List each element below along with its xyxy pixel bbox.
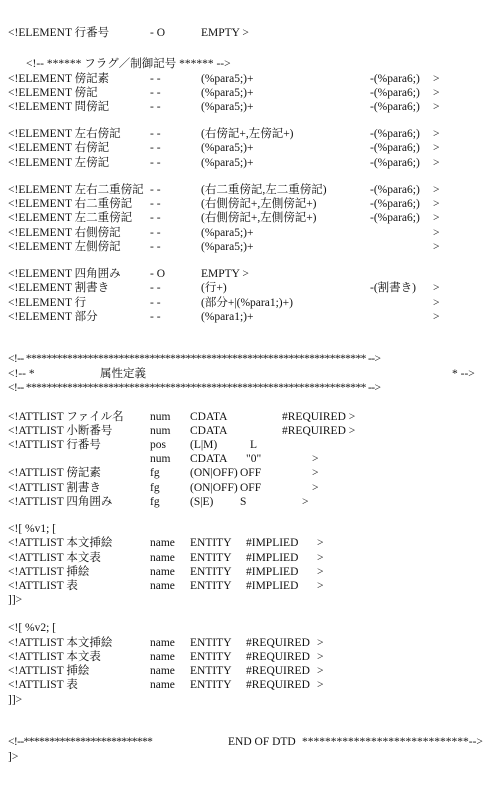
- dtd-line: [0, 26, 500, 40]
- dtd-token: >: [433, 297, 440, 309]
- dtd-token: name: [150, 566, 175, 578]
- dtd-token: <!ATTLIST 小断番号: [8, 425, 113, 437]
- dtd-token: >: [302, 496, 309, 508]
- dtd-token: >: [312, 453, 319, 465]
- dtd-token: <!ELEMENT 傍記: [8, 87, 98, 99]
- dtd-token: - -: [150, 297, 161, 309]
- dtd-token: (%para5;)+: [201, 101, 254, 113]
- dtd-token: >: [317, 679, 324, 691]
- dtd-token: <!ATTLIST ファイル名: [8, 411, 124, 423]
- dtd-token: OFF: [240, 482, 262, 494]
- dtd-token: <!ELEMENT 左右二重傍記: [8, 184, 144, 196]
- dtd-token: <!ELEMENT 行: [8, 297, 87, 309]
- dtd-token: ]]>: [8, 594, 23, 606]
- dtd-token: >: [317, 566, 324, 578]
- dtd-token: >: [433, 227, 440, 239]
- dtd-token: CDATA: [190, 425, 228, 437]
- dtd-token: <!ELEMENT 割書き: [8, 282, 110, 294]
- dtd-token: <!ATTLIST 挿絵: [8, 566, 90, 578]
- dtd-token: >: [317, 552, 324, 564]
- dtd-token: >: [433, 73, 440, 85]
- dtd-token: -(%para6;): [370, 87, 420, 99]
- dtd-token: <!ATTLIST 割書き: [8, 482, 101, 494]
- dtd-token: EMPTY >: [201, 27, 249, 39]
- dtd-token: >: [317, 537, 324, 549]
- dtd-token: <!ATTLIST 表: [8, 580, 78, 592]
- dtd-line: [0, 536, 500, 550]
- dtd-token: - -: [150, 212, 161, 224]
- dtd-token: (右側傍記+,左側傍記+): [201, 212, 317, 224]
- dtd-line: [0, 522, 500, 536]
- dtd-token: #REQUIRED: [246, 637, 310, 649]
- dtd-token: <!ATTLIST 四角囲み: [8, 496, 113, 508]
- dtd-token: >: [433, 311, 440, 323]
- dtd-token: (%para5;)+: [201, 227, 254, 239]
- dtd-token: <!ATTLIST 行番号: [8, 439, 101, 451]
- dtd-line: [0, 156, 500, 170]
- dtd-line: [0, 310, 500, 324]
- dtd-token: >: [317, 637, 324, 649]
- dtd-token: (ON|OFF): [190, 467, 238, 479]
- dtd-line: [0, 693, 500, 707]
- dtd-token: S: [240, 496, 247, 508]
- dtd-token: EMPTY >: [201, 268, 249, 280]
- dtd-token: (%para1;)+: [201, 311, 254, 323]
- dtd-token: <![ %v1; [: [8, 523, 56, 535]
- dtd-token: - -: [150, 227, 161, 239]
- dtd-line: [0, 352, 500, 366]
- dtd-token: name: [150, 665, 175, 677]
- dtd-line: [0, 211, 500, 225]
- dtd-token: <!ELEMENT 部分: [8, 311, 98, 323]
- dtd-token: >: [433, 184, 440, 196]
- dtd-token: (S|E): [190, 496, 214, 508]
- dtd-token: #REQUIRED >: [282, 425, 356, 437]
- dtd-token: END OF DTD: [228, 736, 296, 748]
- dtd-token: (%para5;)+: [201, 87, 254, 99]
- dtd-line: [0, 86, 500, 100]
- dtd-token: - -: [150, 101, 161, 113]
- dtd-token: name: [150, 580, 175, 592]
- dtd-line: [0, 664, 500, 678]
- dtd-line: [0, 678, 500, 692]
- dtd-token: ENTITY: [190, 665, 232, 677]
- dtd-token: num: [150, 425, 171, 437]
- dtd-token: <!ELEMENT 行番号: [8, 27, 110, 39]
- dtd-token: (右傍記+,左傍記+): [201, 128, 294, 140]
- dtd-token: ENTITY: [190, 580, 232, 592]
- dtd-token: <!--*************************: [8, 736, 153, 748]
- dtd-token: >: [317, 651, 324, 663]
- dtd-token: (右二重傍記,左二重傍記): [201, 184, 327, 196]
- dtd-token: <!ELEMENT 問傍記: [8, 101, 110, 113]
- dtd-token: (右側傍記+,左側傍記+): [201, 198, 317, 210]
- dtd-token: - -: [150, 157, 161, 169]
- dtd-line: [0, 481, 500, 495]
- dtd-token: CDATA: [190, 453, 228, 465]
- dtd-token: L: [250, 439, 258, 451]
- dtd-token: <!ATTLIST 傍記素: [8, 467, 101, 479]
- dtd-token: fg: [150, 482, 160, 494]
- dtd-token: >: [312, 467, 319, 479]
- dtd-token: >: [317, 665, 324, 677]
- dtd-line: [0, 183, 500, 197]
- dtd-token: <!ELEMENT 右傍記: [8, 142, 110, 154]
- dtd-token: num: [150, 453, 171, 465]
- dtd-token: ]>: [8, 751, 19, 763]
- dtd-token: fg: [150, 496, 160, 508]
- dtd-token: OFF: [240, 467, 262, 479]
- dtd-token: num: [150, 411, 171, 423]
- dtd-token: <!-- ****************************************************************** -->: [8, 353, 381, 365]
- dtd-token: ENTITY: [190, 566, 232, 578]
- dtd-token: <!ATTLIST 本文表: [8, 651, 101, 663]
- dtd-token: (L|M): [190, 439, 218, 451]
- dtd-line: [0, 466, 500, 480]
- dtd-token: -(%para6;): [370, 142, 420, 154]
- dtd-line: [0, 267, 500, 281]
- dtd-line: [0, 281, 500, 295]
- dtd-token: #REQUIRED: [246, 651, 310, 663]
- dtd-token: name: [150, 651, 175, 663]
- dtd-line: [0, 565, 500, 579]
- dtd-line: [0, 551, 500, 565]
- dtd-line: [0, 593, 500, 607]
- dtd-line: [0, 410, 500, 424]
- dtd-token: -(割書き): [370, 282, 416, 294]
- dtd-token: CDATA: [190, 411, 228, 423]
- dtd-token: ENTITY: [190, 651, 232, 663]
- dtd-token: - -: [150, 87, 161, 99]
- dtd-token: <!ELEMENT 左右傍記: [8, 128, 121, 140]
- dtd-token: - -: [150, 241, 161, 253]
- dtd-token: - -: [150, 311, 161, 323]
- dtd-token: - -: [150, 142, 161, 154]
- dtd-token: ENTITY: [190, 552, 232, 564]
- dtd-token: -(%para6;): [370, 198, 420, 210]
- dtd-line: [0, 452, 500, 466]
- dtd-token: >: [433, 282, 440, 294]
- dtd-token: <!ELEMENT 右側傍記: [8, 227, 121, 239]
- dtd-token: <!ELEMENT 左二重傍記: [8, 212, 133, 224]
- dtd-token: - -: [150, 184, 161, 196]
- dtd-token: >: [433, 87, 440, 99]
- dtd-token: >: [433, 101, 440, 113]
- dtd-token: name: [150, 552, 175, 564]
- dtd-line: [0, 240, 500, 254]
- dtd-token: 属性定義: [100, 368, 146, 380]
- dtd-token: -(%para6;): [370, 101, 420, 113]
- dtd-token: >: [312, 482, 319, 494]
- dtd-token: #REQUIRED: [246, 679, 310, 691]
- dtd-token: -(%para6;): [370, 157, 420, 169]
- dtd-line: [0, 636, 500, 650]
- dtd-token: (部分+|(%para1;)+): [201, 297, 293, 309]
- dtd-token: >: [433, 142, 440, 154]
- dtd-token: #IMPLIED: [246, 537, 299, 549]
- dtd-token: pos: [150, 439, 166, 451]
- dtd-token: #IMPLIED: [246, 552, 299, 564]
- dtd-token: >: [317, 580, 324, 592]
- dtd-token: (ON|OFF): [190, 482, 238, 494]
- dtd-token: <!-- *: [8, 368, 35, 380]
- dtd-line: [0, 72, 500, 86]
- dtd-token: name: [150, 637, 175, 649]
- dtd-line: [0, 100, 500, 114]
- dtd-line: [0, 127, 500, 141]
- dtd-token: <!ATTLIST 表: [8, 679, 78, 691]
- dtd-token: <![ %v2; [: [8, 622, 56, 634]
- dtd-line: [0, 438, 500, 452]
- dtd-token: (%para5;)+: [201, 157, 254, 169]
- dtd-token: #REQUIRED >: [282, 411, 356, 423]
- dtd-line: [0, 197, 500, 211]
- dtd-token: ENTITY: [190, 679, 232, 691]
- dtd-line: [0, 296, 500, 310]
- dtd-line: [0, 381, 500, 395]
- dtd-token: - -: [150, 128, 161, 140]
- dtd-token: name: [150, 679, 175, 691]
- dtd-token: #IMPLIED: [246, 566, 299, 578]
- dtd-token: - -: [150, 282, 161, 294]
- dtd-token: *****************************-->: [302, 736, 483, 748]
- dtd-token: * -->: [452, 368, 475, 380]
- dtd-token: >: [433, 212, 440, 224]
- dtd-token: <!ATTLIST 本文表: [8, 552, 101, 564]
- dtd-token: >: [433, 198, 440, 210]
- dtd-token: <!-- ****************************************************************** -->: [8, 382, 381, 394]
- dtd-line: [0, 424, 500, 438]
- dtd-token: -(%para6;): [370, 73, 420, 85]
- dtd-line: [0, 57, 500, 71]
- dtd-token: (%para5;)+: [201, 142, 254, 154]
- dtd-token: >: [433, 241, 440, 253]
- dtd-token: <!-- ****** フラグ／制御記号 ****** -->: [26, 58, 231, 70]
- dtd-token: ENTITY: [190, 637, 232, 649]
- dtd-token: - -: [150, 198, 161, 210]
- dtd-token: <!ELEMENT 四角囲み: [8, 268, 121, 280]
- dtd-token: >: [433, 157, 440, 169]
- dtd-line: [0, 621, 500, 635]
- dtd-token: ENTITY: [190, 537, 232, 549]
- dtd-line: [0, 650, 500, 664]
- dtd-token: <!ATTLIST 本文挿絵: [8, 537, 113, 549]
- dtd-token: #REQUIRED: [246, 665, 310, 677]
- dtd-token: fg: [150, 467, 160, 479]
- dtd-token: "0": [246, 453, 262, 465]
- dtd-token: <!ATTLIST 挿絵: [8, 665, 90, 677]
- dtd-line: [0, 735, 500, 749]
- dtd-token: - -: [150, 73, 161, 85]
- dtd-token: <!ELEMENT 左側傍記: [8, 241, 121, 253]
- dtd-token: <!ELEMENT 左傍記: [8, 157, 110, 169]
- dtd-token: (行+): [201, 282, 227, 294]
- dtd-token: name: [150, 537, 175, 549]
- dtd-line: [0, 750, 500, 764]
- dtd-token: -(%para6;): [370, 212, 420, 224]
- dtd-token: -(%para6;): [370, 184, 420, 196]
- dtd-line: [0, 141, 500, 155]
- dtd-line: [0, 579, 500, 593]
- dtd-token: - O: [150, 27, 166, 39]
- dtd-line: [0, 495, 500, 509]
- dtd-token: (%para5;)+: [201, 73, 254, 85]
- dtd-token: <!ELEMENT 傍記素: [8, 73, 110, 85]
- dtd-line: [0, 367, 500, 381]
- dtd-token: >: [433, 128, 440, 140]
- dtd-token: <!ATTLIST 本文挿絵: [8, 637, 113, 649]
- dtd-token: - O: [150, 268, 166, 280]
- dtd-token: ]]>: [8, 694, 23, 706]
- dtd-token: <!ELEMENT 右二重傍記: [8, 198, 133, 210]
- dtd-line: [0, 226, 500, 240]
- dtd-token: -(%para6;): [370, 128, 420, 140]
- dtd-token: #IMPLIED: [246, 580, 299, 592]
- dtd-token: (%para5;)+: [201, 241, 254, 253]
